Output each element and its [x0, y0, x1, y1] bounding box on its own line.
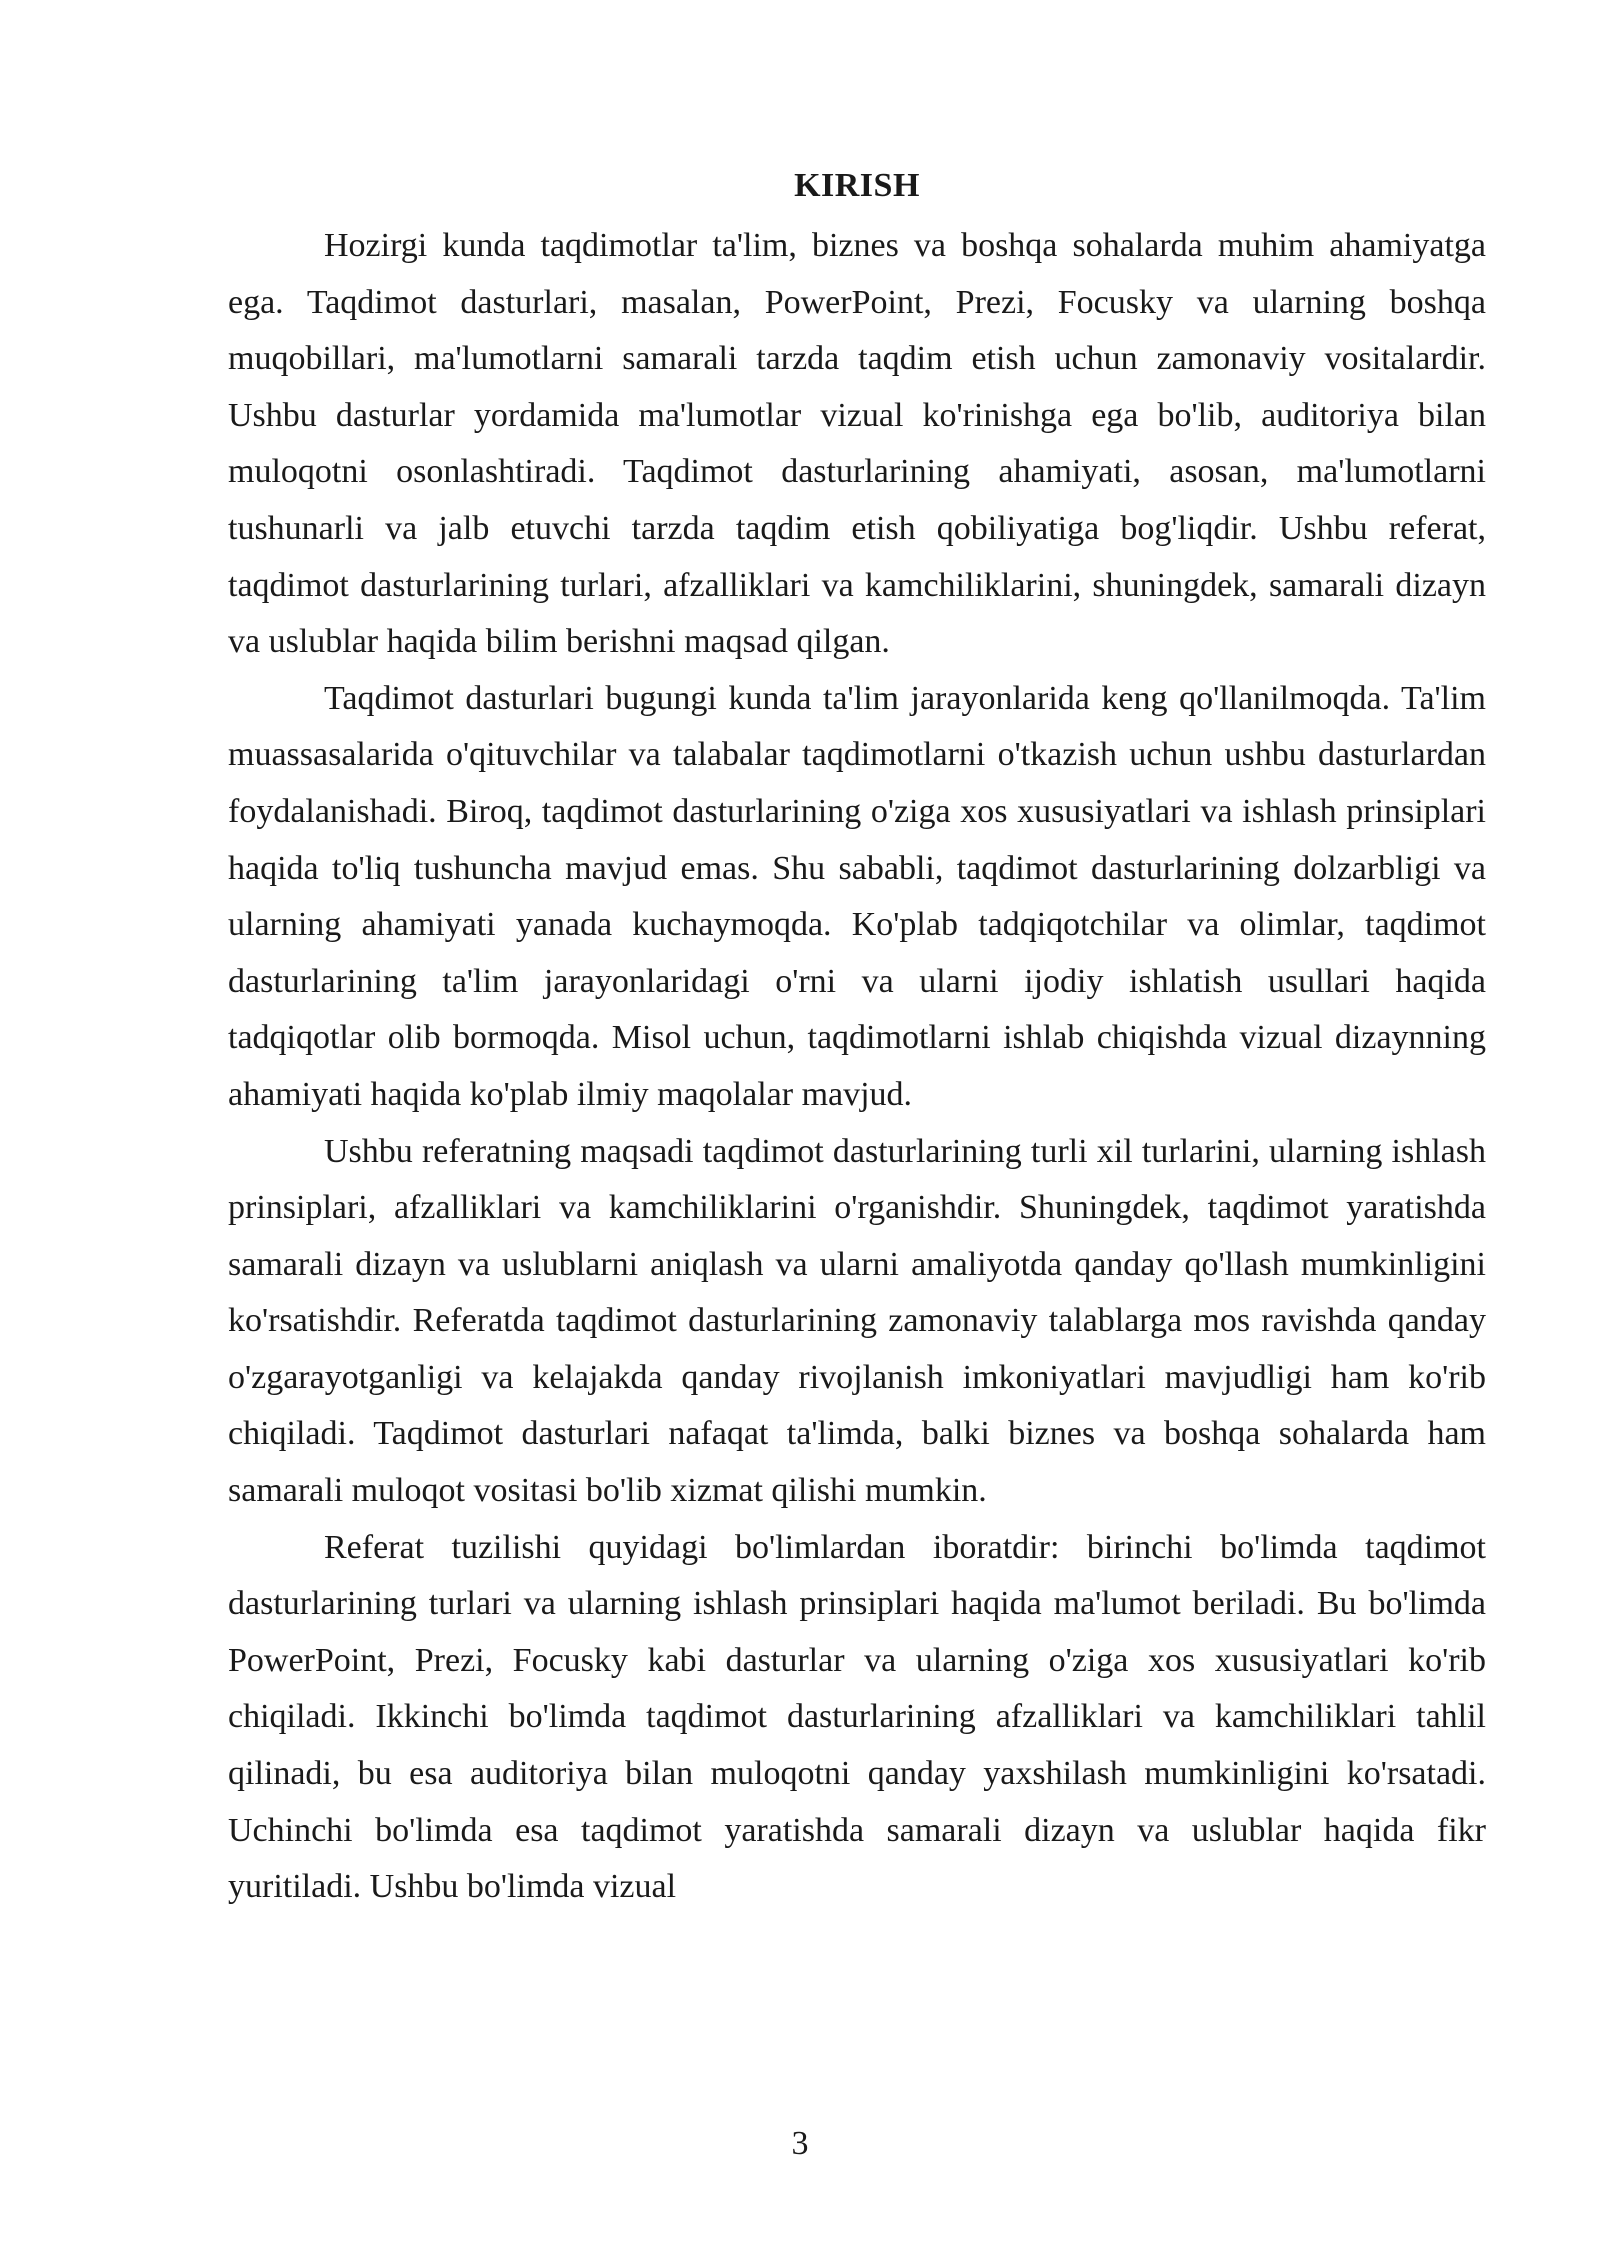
- page-content: [228, 162, 1486, 1916]
- paragraph-4: Referat tuzilishi quyidagi bo'limlardan iboratdir: birinchi bo'limda taqdimot dasturlarining turlari va ularning ishlash prinsiplari haqida ma'lumot beriladi. Bu bo'limda PowerPoint, Prezi, Focusky kabi dasturlar va ularning o'ziga xos xususiyatlari ko'rib chiqiladi. Ikkinchi bo'limda taqdimot dasturlarining afzalliklari va kamchiliklari tahlil qilinadi, bu esa auditoriya bilan muloqotni qanday yaxshilash mumkinligini ko'rsatadi. Uchinchi bo'limda esa taqdimot yaratishda samarali dizayn va uslublar haqida fikr yuritiladi. Ushbu bo'limda vizual: [228, 1528, 1486, 1906]
- paragraph-3: Ushbu referatning maqsadi taqdimot dasturlarining turli xil turlarini, ularning ishlash prinsiplari, afzalliklari va kamchiliklarini o'rganishdir. Shuningdek, taqdimot yaratishda samarali dizayn va uslublarni aniqlash va ularni amaliyotda qanday qo'llash mumkinligini ko'rsatishdir. Referatda taqdimot dasturlarining zamonaviy talablarga mos ravishda qanday o'zgarayotganligi va kelajakda qanday rivojlanish imkoniyatlari mavjudligi ham ko'rib chiqiladi. Taqdimot dasturlari nafaqat ta'limda, balki biznes va boshqa sohalarda ham samarali muloqot vositasi bo'lib xizmat qilishi mumkin.: [228, 1132, 1486, 1510]
- page-number: 3: [791, 2125, 809, 2162]
- paragraph-2: Taqdimot dasturlari bugungi kunda ta'lim jarayonlarida keng qo'llanilmoqda. Ta'lim muassasalarida o'qituvchilar va talabalar taqdimotlarni o'tkazish uchun ushbu dasturlardan foydalanishadi. Biroq, taqdimot dasturlarining o'ziga xos xususiyatlari va ishlash prinsiplari haqida to'liq tushuncha mavjud emas. Shu sababli, taqdimot dasturlarining dolzarbligi va ularning ahamiyati yanada kuchaymoqda. Ko'plab tadqiqotchilar va olimlar, taqdimot dasturlarining ta'lim jarayonlaridagi o'rni va ularni ijodiy ishlatish usullari haqida tadqiqotlar olib bormoqda. Misol uchun, taqdimotlarni ishlab chiqishda vizual dizaynning ahamiyati haqida ko'plab ilmiy maqolalar mavjud.: [228, 679, 1486, 1113]
- section-heading: KIRISH: [794, 167, 920, 204]
- paragraph-1: Hozirgi kunda taqdimotlar ta'lim, biznes va boshqa sohalarda muhim ahamiyatga ega. Taqdimot dasturlari, masalan, PowerPoint, Prezi, Focusky va ularning boshqa muqobillari, ma'lumotlarni samarali tarzda taqdim etish uchun zamonaviy vositalardir. Ushbu dasturlar yordamida ma'lumotlar vizual ko'rinishga ega bo'lib, auditoriya bilan muloqotni osonlashtiradi. Taqdimot dasturlarining ahamiyati, asosan, ma'lumotlarni tushunarli va jalb etuvchi tarzda taqdim etish qobiliyatiga bog'liqdir. Ushbu referat, taqdimot dasturlarining turlari, afzalliklari va kamchiliklarini, shuningdek, samarali dizayn va uslublar haqida bilim berishni maqsad qilgan.: [228, 227, 1486, 661]
